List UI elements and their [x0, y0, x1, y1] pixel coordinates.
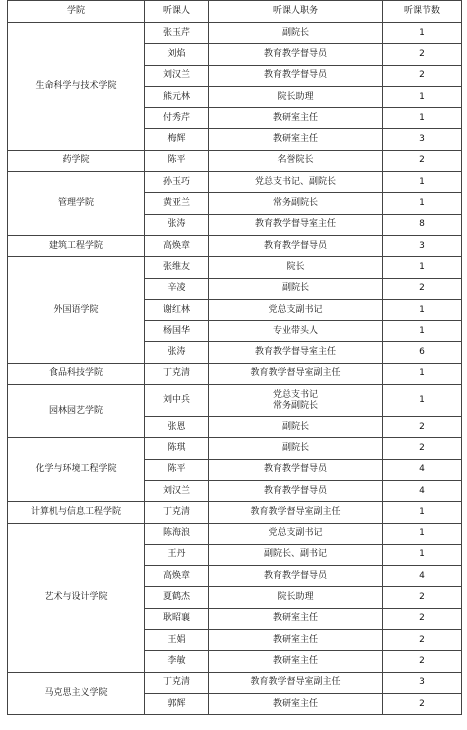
college-cell: 生命科学与技术学院 — [8, 23, 145, 151]
position-line: 教研室主任 — [272, 613, 318, 624]
auditor-position-cell — [209, 544, 383, 565]
college-cell: 药学院 — [8, 150, 145, 171]
auditor-position-cell — [209, 321, 383, 342]
table-row — [8, 502, 462, 523]
auditor-name-cell: 张玉芹 — [145, 23, 209, 44]
college-cell: 计算机与信息工程学院 — [8, 502, 145, 523]
position-line: 教研室主任 — [272, 698, 318, 709]
header-auditor: 听课人 — [145, 1, 209, 23]
auditor-position-cell — [209, 214, 383, 235]
auditor-name-cell: 张涛 — [145, 342, 209, 363]
auditor-name-cell: 张恩 — [145, 417, 209, 438]
auditor-name-cell: 丁克清 — [145, 672, 209, 693]
lesson-count-cell: 1 — [383, 299, 462, 320]
position-line: 副院长 — [281, 421, 309, 432]
auditor-name-cell: 刘汉兰 — [145, 480, 209, 501]
auditor-name-cell: 梅辉 — [145, 129, 209, 150]
table-row — [8, 150, 462, 171]
lesson-count-cell: 2 — [383, 44, 462, 65]
auditor-name-cell: 高焕章 — [145, 566, 209, 587]
auditor-name-cell: 夏鹤杰 — [145, 587, 209, 608]
lesson-count-cell: 4 — [383, 480, 462, 501]
position-line: 教育教学督导室副主任 — [250, 677, 341, 688]
lesson-count-cell: 1 — [383, 172, 462, 193]
lesson-count-cell: 1 — [383, 86, 462, 107]
auditor-position-cell — [209, 502, 383, 523]
auditor-name-cell: 王丹 — [145, 544, 209, 565]
auditor-name-cell: 郭辉 — [145, 693, 209, 714]
lesson-count-cell: 1 — [383, 193, 462, 214]
lecture-audit-table — [7, 0, 462, 715]
auditor-position-cell — [209, 480, 383, 501]
lesson-count-cell: 2 — [383, 150, 462, 171]
lesson-count-cell: 1 — [383, 385, 462, 417]
auditor-position-cell — [209, 129, 383, 150]
position-line: 教育教学督导员 — [263, 570, 327, 581]
position-line: 党总支副书记 — [268, 528, 323, 539]
college-cell: 艺术与设计学院 — [8, 523, 145, 672]
auditor-name-cell: 丁克清 — [145, 363, 209, 384]
college-cell: 管理学院 — [8, 172, 145, 236]
auditor-name-cell: 王娟 — [145, 630, 209, 651]
table-body — [8, 23, 462, 715]
auditor-name-cell: 谢红林 — [145, 299, 209, 320]
lesson-count-cell: 1 — [383, 108, 462, 129]
position-line: 常务副院长 — [272, 198, 318, 209]
position-line: 副院长、副书记 — [263, 549, 327, 560]
table-row — [8, 363, 462, 384]
position-line: 常务副院长 — [272, 400, 318, 411]
table-row — [8, 523, 462, 544]
auditor-name-cell: 李敏 — [145, 651, 209, 672]
college-cell: 化学与环境工程学院 — [8, 438, 145, 502]
position-line: 副院长 — [281, 283, 309, 294]
lesson-count-cell: 1 — [383, 257, 462, 278]
auditor-position-cell — [209, 342, 383, 363]
auditor-position-cell — [209, 672, 383, 693]
auditor-position-cell — [209, 108, 383, 129]
auditor-position-cell — [209, 630, 383, 651]
lesson-count-cell: 8 — [383, 214, 462, 235]
lesson-count-cell: 2 — [383, 630, 462, 651]
auditor-name-cell: 刘焰 — [145, 44, 209, 65]
header-college: 学院 — [8, 1, 145, 23]
lesson-count-cell: 2 — [383, 693, 462, 714]
auditor-position-cell — [209, 257, 383, 278]
position-line: 院长助理 — [277, 91, 314, 102]
position-line: 教育教学督导员 — [263, 240, 327, 251]
lesson-count-cell: 2 — [383, 438, 462, 459]
position-line: 党总支副书记 — [268, 304, 323, 315]
auditor-name-cell: 张维友 — [145, 257, 209, 278]
auditor-name-cell: 辛凌 — [145, 278, 209, 299]
auditor-position-cell — [209, 235, 383, 256]
auditor-position-cell — [209, 459, 383, 480]
lesson-count-cell: 3 — [383, 129, 462, 150]
position-line: 教育教学督导员 — [263, 70, 327, 81]
college-cell: 园林园艺学院 — [8, 385, 145, 438]
position-line: 教育教学督导员 — [263, 464, 327, 475]
lesson-count-cell: 1 — [383, 502, 462, 523]
auditor-name-cell: 陈平 — [145, 150, 209, 171]
position-line: 副院长 — [281, 27, 309, 38]
position-line: 院长 — [286, 261, 305, 272]
auditor-name-cell: 熊元林 — [145, 86, 209, 107]
lecture-audit-table-container — [7, 0, 462, 715]
position-line: 党总支书记 — [272, 389, 318, 400]
lesson-count-cell: 4 — [383, 459, 462, 480]
auditor-name-cell: 高焕章 — [145, 235, 209, 256]
auditor-position-cell — [209, 587, 383, 608]
lesson-count-cell: 1 — [383, 321, 462, 342]
lesson-count-cell: 2 — [383, 65, 462, 86]
position-line: 教育教学督导室副主任 — [250, 506, 341, 517]
auditor-position-cell — [209, 385, 383, 417]
auditor-position-cell — [209, 278, 383, 299]
position-line: 教研室主任 — [272, 134, 318, 145]
college-cell: 马克思主义学院 — [8, 672, 145, 715]
table-row — [8, 385, 462, 417]
table-row — [8, 235, 462, 256]
auditor-name-cell: 黄亚兰 — [145, 193, 209, 214]
position-line: 教育教学督导员 — [263, 48, 327, 59]
table-row — [8, 672, 462, 693]
auditor-position-cell — [209, 299, 383, 320]
lesson-count-cell: 2 — [383, 278, 462, 299]
auditor-position-cell — [209, 363, 383, 384]
header-position: 听课人职务 — [209, 1, 383, 23]
college-cell: 建筑工程学院 — [8, 235, 145, 256]
auditor-name-cell: 孙玉巧 — [145, 172, 209, 193]
position-line: 副院长 — [281, 442, 309, 453]
auditor-name-cell: 陈平 — [145, 459, 209, 480]
table-row — [8, 257, 462, 278]
auditor-position-cell — [209, 23, 383, 44]
auditor-position-cell — [209, 172, 383, 193]
lesson-count-cell: 3 — [383, 672, 462, 693]
position-line: 院长助理 — [277, 592, 314, 603]
lesson-count-cell: 1 — [383, 523, 462, 544]
position-line: 教研室主任 — [272, 112, 318, 123]
lesson-count-cell: 2 — [383, 417, 462, 438]
auditor-name-cell: 付秀芹 — [145, 108, 209, 129]
lesson-count-cell: 1 — [383, 363, 462, 384]
lesson-count-cell: 3 — [383, 235, 462, 256]
auditor-position-cell — [209, 566, 383, 587]
table-header — [8, 1, 462, 23]
table-row — [8, 172, 462, 193]
table-row — [8, 438, 462, 459]
auditor-position-cell — [209, 65, 383, 86]
position-line: 教育教学督导员 — [263, 485, 327, 496]
auditor-position-cell — [209, 44, 383, 65]
position-line: 教育教学督导室副主任 — [250, 368, 341, 379]
header-count: 听课节数 — [383, 1, 462, 23]
lesson-count-cell: 1 — [383, 23, 462, 44]
position-line: 教育教学督导室主任 — [254, 219, 336, 230]
lesson-count-cell: 2 — [383, 651, 462, 672]
college-cell: 外国语学院 — [8, 257, 145, 363]
auditor-position-cell — [209, 693, 383, 714]
lesson-count-cell: 2 — [383, 587, 462, 608]
position-line: 教育教学督导室主任 — [254, 347, 336, 358]
auditor-name-cell: 耿昭襄 — [145, 608, 209, 629]
table-row — [8, 23, 462, 44]
auditor-name-cell: 杨国华 — [145, 321, 209, 342]
auditor-position-cell — [209, 150, 383, 171]
auditor-position-cell — [209, 86, 383, 107]
position-line: 教研室主任 — [272, 655, 318, 666]
lesson-count-cell: 6 — [383, 342, 462, 363]
auditor-name-cell: 张涛 — [145, 214, 209, 235]
auditor-name-cell: 刘汉兰 — [145, 65, 209, 86]
college-cell: 食品科技学院 — [8, 363, 145, 384]
auditor-position-cell — [209, 417, 383, 438]
auditor-name-cell: 陈琪 — [145, 438, 209, 459]
auditor-position-cell — [209, 438, 383, 459]
position-line: 教研室主任 — [272, 634, 318, 645]
auditor-name-cell: 丁克清 — [145, 502, 209, 523]
lesson-count-cell: 4 — [383, 566, 462, 587]
position-line: 专业带头人 — [272, 325, 318, 336]
auditor-name-cell: 刘中兵 — [145, 385, 209, 417]
position-line: 党总支书记、副院长 — [254, 176, 336, 187]
lesson-count-cell: 2 — [383, 608, 462, 629]
auditor-position-cell — [209, 193, 383, 214]
auditor-name-cell: 陈海浪 — [145, 523, 209, 544]
lesson-count-cell: 1 — [383, 544, 462, 565]
position-line: 名誉院长 — [277, 155, 314, 166]
auditor-position-cell — [209, 523, 383, 544]
auditor-position-cell — [209, 651, 383, 672]
auditor-position-cell — [209, 608, 383, 629]
